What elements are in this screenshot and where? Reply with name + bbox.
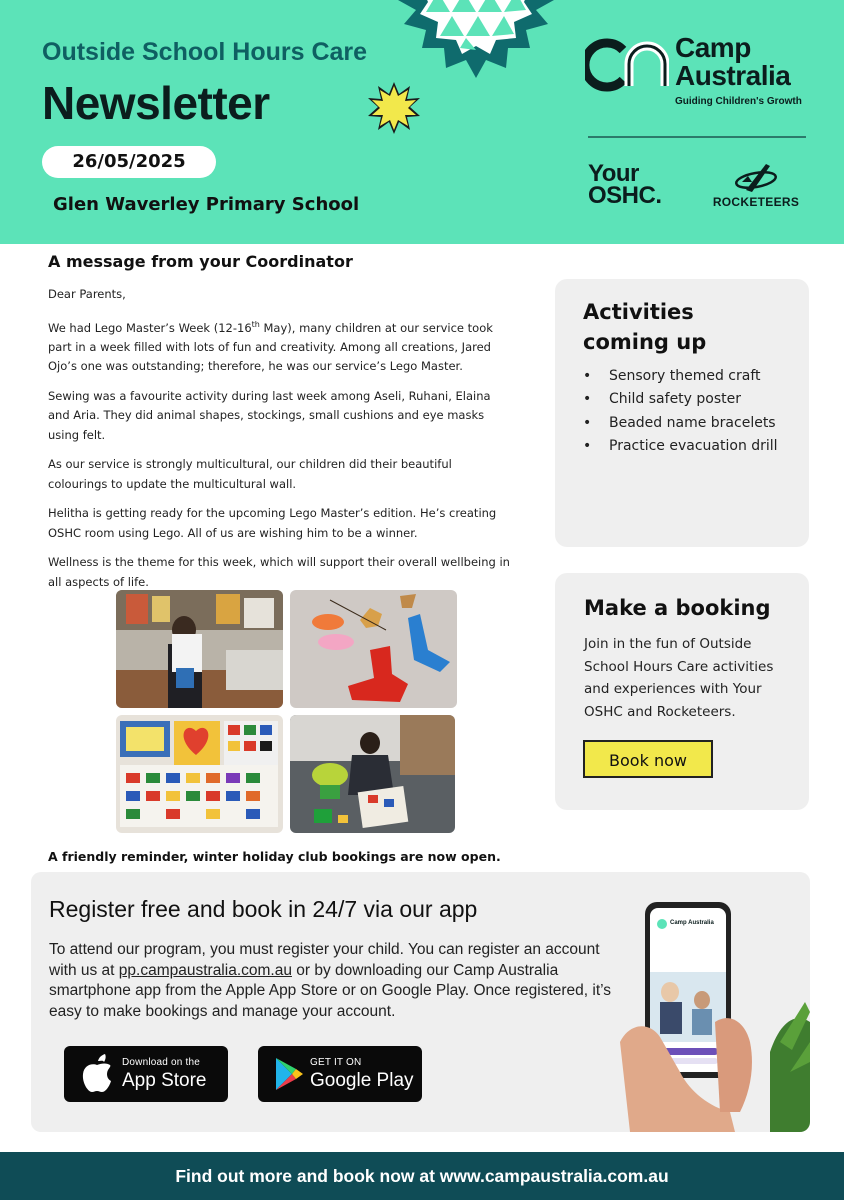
phone-in-hand-image	[620, 872, 810, 1132]
phone-app-logo: Camp Australia	[670, 920, 714, 926]
photo-felt-sewing	[290, 590, 457, 708]
letter-paragraph	[48, 315, 510, 377]
parent-portal-link[interactable]: pp.campaustralia.com.au	[118, 961, 292, 979]
activities-title-line2: coming up	[583, 330, 707, 354]
newsletter-subtitle: Outside School Hours Care	[42, 38, 368, 66]
activities-card	[555, 279, 809, 547]
app-store-big-text: App Store	[122, 1070, 207, 1091]
letter-paragraph: As our service is strongly multicultural, our children did their beautiful colourings to update the multicultural wall.	[48, 457, 452, 491]
brand-tagline: Guiding Children's Growth	[675, 96, 802, 107]
activities-title	[583, 297, 706, 357]
app-promo-panel	[31, 872, 810, 1132]
letter-p1-end: May), many children at our service took part in a week filled with lots of fun and creativity. Among all creations, Jared Ojo’s one was outstanding; therefore, he was our service’s Lego Master.	[48, 320, 493, 374]
your-oshc-logo	[588, 160, 662, 209]
letter-p1-start: We had Lego Master’s Week (12-16	[48, 320, 252, 335]
header-divider	[588, 136, 806, 138]
activity-item: • Child safety poster	[581, 388, 778, 411]
rocketeers-logo	[704, 160, 808, 210]
activity-item: • Sensory themed craft	[581, 365, 778, 388]
photo-lego-building	[290, 715, 455, 833]
booking-card	[555, 573, 809, 810]
photo-multicultural-wall	[116, 715, 283, 833]
booking-title: Make a booking	[584, 596, 771, 620]
google-play-button[interactable]	[258, 1046, 422, 1102]
your-oshc-line1: Your	[588, 160, 639, 187]
activity-item: • Beaded name bracelets	[581, 412, 778, 435]
sun-burst-decoration	[368, 82, 420, 134]
rocketeers-label: ROCKETEERS	[712, 195, 800, 209]
school-name: Glen Waverley Primary School	[53, 194, 360, 215]
newsletter-date: 26/05/2025	[42, 146, 216, 178]
letter-paragraph: Helitha is getting ready for the upcoming Lego Master’s edition. He’s creating OSHC room using Lego. All of us are wishing him to be a winner.	[48, 506, 497, 540]
brand-name-line2: Australia	[675, 60, 791, 91]
activities-title-line1: Activities	[583, 300, 694, 324]
newsletter-header	[0, 0, 844, 244]
letter-paragraph: Wellness is the theme for this week, which will support their overall wellbeing in all aspects of life.	[48, 555, 510, 589]
photo-lego-master	[116, 590, 283, 708]
app-store-button[interactable]	[64, 1046, 228, 1102]
camp-australia-logo	[585, 34, 815, 114]
app-text-start: To attend our program, you must register your child. You can register an account with us at	[49, 941, 600, 979]
coordinator-letter	[48, 285, 510, 602]
your-oshc-line2: OSHC.	[588, 182, 662, 209]
starburst-decoration	[398, 0, 554, 78]
ca-logo-mark-icon	[585, 36, 669, 94]
brand-name	[675, 34, 790, 90]
letter-greeting: Dear Parents,	[48, 287, 126, 301]
google-play-big-text: Google Play	[310, 1070, 414, 1091]
activities-list	[581, 365, 778, 459]
newsletter-title: Newsletter	[42, 77, 270, 129]
activity-item: • Practice evacuation drill	[581, 435, 778, 458]
booking-description: Join in the fun of Outside School Hours Care activities and experiences with Your OSHC and Rocketeers.	[584, 636, 774, 720]
app-promo-title: Register free and book in 24/7 via our app	[49, 896, 478, 922]
google-play-small-text: GET IT ON	[310, 1057, 362, 1068]
book-now-button[interactable]: Book now	[583, 740, 713, 778]
apple-icon	[80, 1054, 114, 1094]
brand-name-line1: Camp	[675, 32, 751, 63]
app-promo-text	[49, 940, 619, 1022]
app-text-end: or by downloading our Camp Australia smartphone app from the Apple App Store or on Google Play. Once registered, it’s easy to make bookings and manage your account.	[49, 961, 612, 1020]
app-store-small-text: Download on the	[122, 1057, 201, 1068]
letter-p1-sup: th	[251, 319, 260, 329]
rocket-icon	[732, 160, 780, 194]
holiday-reminder: A friendly reminder, winter holiday club bookings are now open.	[48, 849, 501, 864]
footer-banner[interactable]: Find out more and book now at www.campaustralia.com.au	[0, 1152, 844, 1200]
letter-paragraph: Sewing was a favourite activity during last week among Aseli, Ruhani, Elaina and Aria. They did animal shapes, stockings, small cushions and eye masks using felt.	[48, 388, 491, 442]
coordinator-heading: A message from your Coordinator	[48, 252, 353, 271]
google-play-icon	[274, 1057, 304, 1091]
